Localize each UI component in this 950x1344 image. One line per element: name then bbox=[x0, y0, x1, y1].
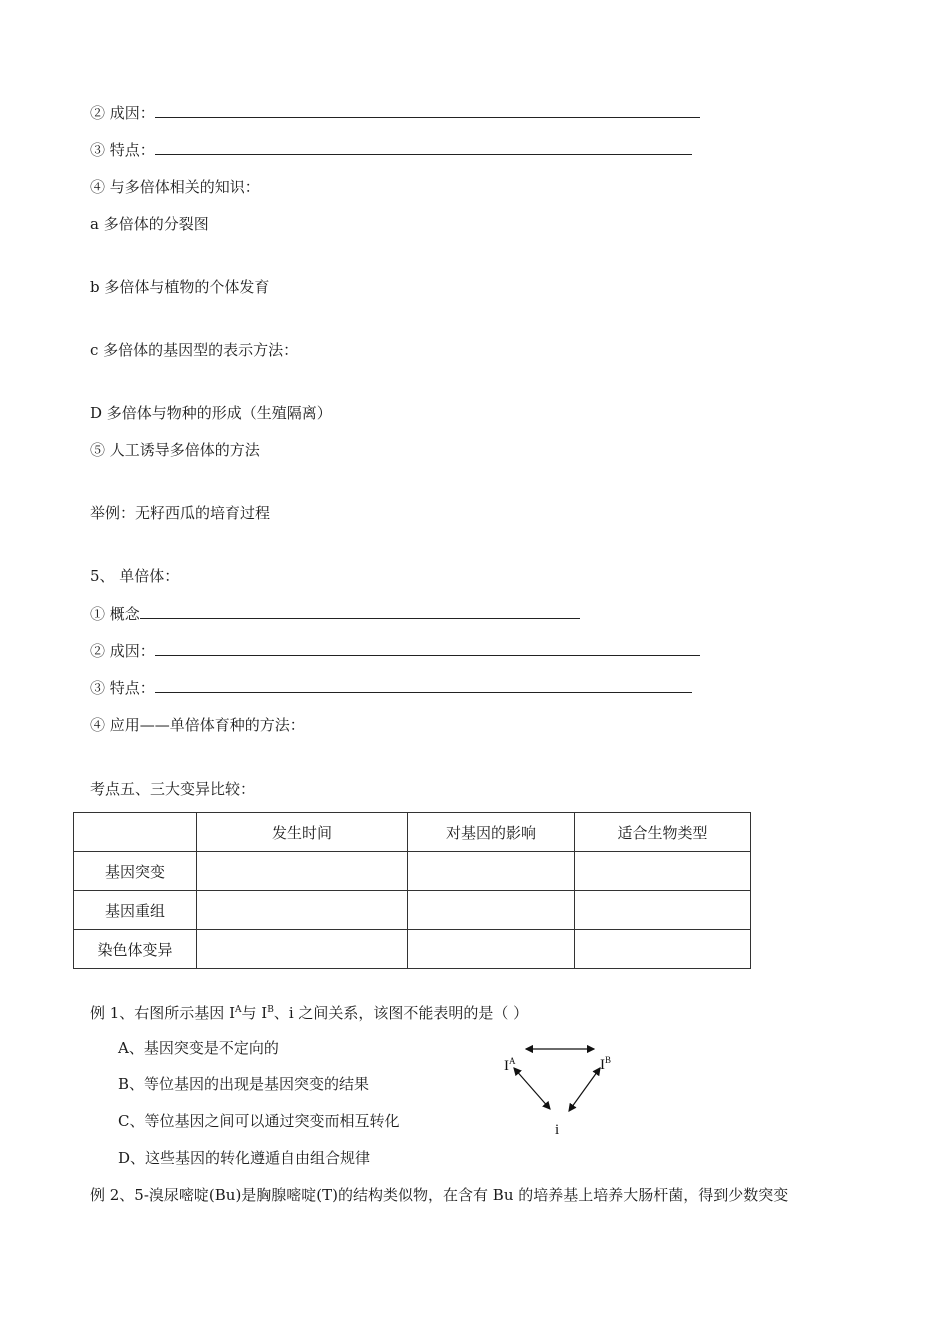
cause-line-4: ② 成因： bbox=[90, 103, 700, 123]
comparison-table bbox=[73, 812, 751, 969]
item-d: D 多倍体与物种的形成（生殖隔离） bbox=[90, 404, 332, 422]
allele-mutation-diagram bbox=[490, 1035, 630, 1140]
application-line-5: ④ 应用——单倍体育种的方法： bbox=[90, 716, 305, 734]
table-cell[interactable] bbox=[408, 930, 575, 969]
feature-line-5: ③ 特点： bbox=[90, 678, 692, 698]
fill-blank[interactable] bbox=[155, 678, 692, 693]
row-label: 染色体变异 bbox=[74, 930, 197, 969]
table-header-cell: 对基因的影响 bbox=[408, 813, 575, 852]
related-knowledge-heading: ④ 与多倍体相关的知识： bbox=[90, 178, 260, 196]
node-ia: $I^A$ bbox=[504, 1056, 516, 1074]
node-ib: $I^B$ bbox=[600, 1055, 612, 1073]
induction-method: ⑤ 人工诱导多倍体的方法 bbox=[90, 441, 260, 459]
table-cell[interactable] bbox=[197, 930, 408, 969]
table-cell[interactable] bbox=[197, 891, 408, 930]
arrow-ib-i bbox=[569, 1068, 600, 1111]
item-a: a 多倍体的分裂图 bbox=[90, 215, 209, 233]
option-c[interactable]: C、等位基因之间可以通过突变而相互转化 bbox=[118, 1112, 400, 1130]
table-cell[interactable] bbox=[575, 852, 751, 891]
table-cell[interactable] bbox=[575, 891, 751, 930]
table-cell[interactable] bbox=[408, 891, 575, 930]
fill-blank[interactable] bbox=[155, 103, 700, 118]
option-d[interactable]: D、这些基因的转化遵遁自由组合规律 bbox=[118, 1149, 371, 1167]
section-5-heading: 5、 单倍体： bbox=[90, 567, 180, 585]
table-header-cell: 发生时间 bbox=[197, 813, 408, 852]
table-header-cell bbox=[74, 813, 197, 852]
table-header-row bbox=[74, 813, 751, 852]
fill-blank[interactable] bbox=[140, 604, 580, 619]
table-caption: 考点五、三大变异比较： bbox=[90, 780, 256, 798]
item-b: b 多倍体与植物的个体发育 bbox=[90, 278, 270, 296]
option-b[interactable]: B、等位基因的出现是基因突变的结果 bbox=[118, 1075, 370, 1093]
row-label: 基因重组 bbox=[74, 891, 197, 930]
fill-blank[interactable] bbox=[155, 140, 692, 155]
table-header-cell: 适合生物类型 bbox=[575, 813, 751, 852]
row-label: 基因突变 bbox=[74, 852, 197, 891]
example-2-stem: 例 2、5-溴尿嘧啶(Bu)是胸腺嘧啶(T)的结构类似物，在含有 Bu 的培养基上培养大肠杆菌，得到少数突变 bbox=[90, 1186, 789, 1204]
feature-line-4: ③ 特点： bbox=[90, 140, 692, 160]
fill-blank[interactable] bbox=[155, 641, 700, 656]
item-c: c 多倍体的基因型的表示方法： bbox=[90, 341, 299, 359]
table-cell[interactable] bbox=[575, 930, 751, 969]
example-1-stem: 例 1、右图所示基因 $I^A$与 $I^B$、i 之间关系，该图不能表明的是（ ） bbox=[90, 1004, 529, 1022]
concept-line-5: ① 概念 bbox=[90, 604, 580, 624]
table-row bbox=[74, 891, 751, 930]
option-a[interactable]: A、基因突变是不定向的 bbox=[118, 1039, 279, 1057]
table-cell[interactable] bbox=[408, 852, 575, 891]
table-cell[interactable] bbox=[197, 852, 408, 891]
table-row bbox=[74, 852, 751, 891]
example-watermelon: 举例：无籽西瓜的培育过程 bbox=[90, 504, 271, 522]
arrow-ia-i bbox=[514, 1068, 550, 1109]
cause-line-5: ② 成因： bbox=[90, 641, 700, 661]
table-row bbox=[74, 930, 751, 969]
node-i: i bbox=[555, 1122, 560, 1138]
